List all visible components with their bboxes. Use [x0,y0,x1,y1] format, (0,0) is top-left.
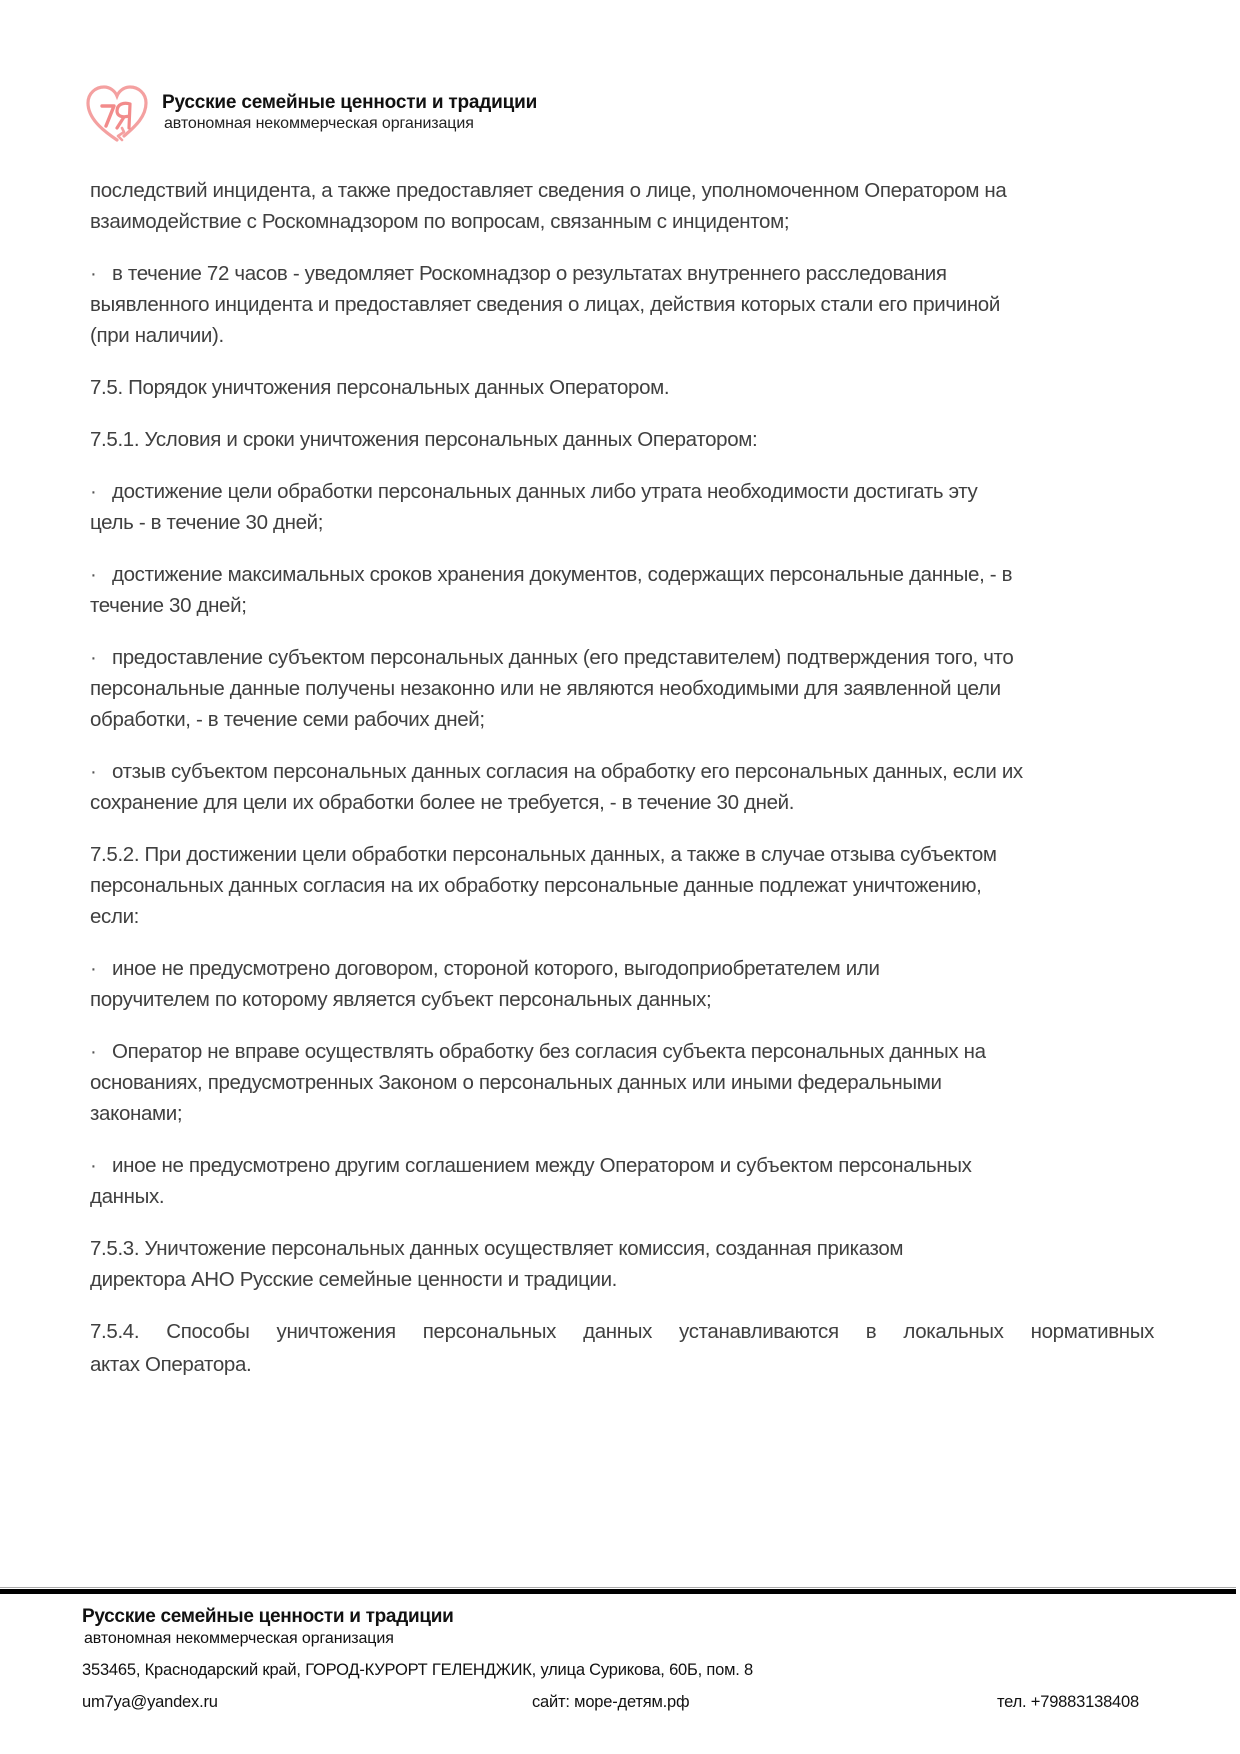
footer-contacts [82,1693,1182,1715]
section-7-5-3 [90,1233,1154,1295]
text-line: последствий инцидента, а также предоставляет сведения о лице, уполномоченном Оператором на [90,179,1007,202]
section-7-5-heading [90,372,1154,403]
footer-address: 353465, Краснодарский край, ГОРОД-КУРОРТ ГЕЛЕНДЖИК, улица Сурикова, 60Б, пом. 8 [82,1661,754,1679]
text-line: сохранение для цели их обработки более не требуется, - в течение 30 дней. [90,791,795,814]
text-line: выявленного инцидента и предоставляет сведения о лицах, действия которых стали его причиной [90,293,1000,316]
text-line: иное не предусмотрено другим соглашением между Оператором и субъектом персональных [112,1154,972,1177]
text-line: основаниях, предусмотренных Законом о персональных данных или иными федеральными [90,1071,942,1094]
bullet-72-hours [90,258,1154,351]
bullet-icon: · [90,957,97,980]
bullet-icon: · [90,480,97,503]
text-line: 7.5.1. Условия и сроки уничтожения персональных данных Оператором: [90,428,758,451]
text-line: 7.5. Порядок уничтожения персональных данных Оператором. [90,376,670,399]
text-line: персональных данных согласия на их обработку персональные данные подлежат уничтожению, [90,874,982,897]
bullet-icon: · [90,262,97,285]
footer-email: um7ya@yandex.ru [82,1693,218,1711]
section-7-5-1-heading [90,424,1154,455]
bullet-subject-confirmation [90,642,1154,735]
bullet-icon: · [90,760,97,783]
text-line: (при наличии). [90,324,224,347]
text-line: 7.5.4. Способы уничтожения персональных данных устанавливаются в локальных нормативных [90,1320,1154,1343]
section-7-5-2 [90,839,1154,932]
text-line: поручителем по которому является субъект персональных данных; [90,988,712,1011]
text-line: взаимодействие с Роскомнадзором по вопросам, связанным с инцидентом; [90,210,790,233]
text-line: данных. [90,1185,165,1208]
bullet-operator-no-right [90,1036,1154,1129]
bullet-icon: · [90,646,97,669]
document-body [90,175,1154,1382]
footer [82,1605,1182,1715]
text-line: цель - в течение 30 дней; [90,511,324,534]
bullet-icon: · [90,1040,97,1063]
bullet-icon: · [90,563,97,586]
text-line: 7.5.2. При достижении цели обработки персональных данных, а также в случае отзыва субъектом [90,843,997,866]
text-line: отзыв субъектом персональных данных согласия на обработку его персональных данных, если их [112,760,1023,783]
text-line: актах Оператора. [90,1353,252,1376]
text-line: иное не предусмотрено договором, стороной которого, выгодоприобретателем или [112,957,880,980]
text-line: Оператор не вправе осуществлять обработку без согласия субъекта персональных данных на [112,1040,986,1063]
footer-divider [0,1589,1236,1594]
text-line: если: [90,905,140,928]
text-line: 7.5.3. Уничтожение персональных данных осуществляет комиссия, созданная приказом [90,1237,904,1260]
footer-site: сайт: море-детям.рф [532,1693,690,1711]
header-org-type: автономная некоммерческая организация [164,115,474,132]
text-line: предоставление субъектом персональных данных (его представителем) подтверждения того, что [112,646,1014,669]
footer-org-name: Русские семейные ценности и традиции [82,1606,454,1627]
header-org-name: Русские семейные ценности и традиции [162,92,538,113]
section-7-5-4 [90,1316,1154,1382]
bullet-goal-reached [90,476,1154,538]
footer-org-type: автономная некоммерческая организация [84,1630,394,1647]
text-line: достижение цели обработки персональных данных либо утрата необходимости достигать эту [112,480,978,503]
footer-divider-shadow [0,1587,1236,1588]
text-line: течение 30 дней; [90,594,247,617]
bullet-consent-withdrawal [90,756,1154,818]
paragraph-incident-notice-cont [90,175,1154,237]
text-line: директора АНО Русские семейные ценности и традиции. [90,1268,618,1291]
text-line: персональные данные получены незаконно или не являются необходимыми для заявленной цели [90,677,1001,700]
heart-7ya-logo-icon [84,84,150,146]
footer-phone: тел. +79883138408 [997,1693,1139,1711]
text-line: законами; [90,1102,183,1125]
header-org-block [162,92,537,134]
bullet-other-agreement [90,1150,1154,1212]
bullet-contract-exception [90,953,1154,1015]
bullet-max-storage [90,559,1154,621]
text-line: обработки, - в течение семи рабочих дней; [90,708,485,731]
bullet-icon: · [90,1154,97,1177]
text-line: в течение 72 часов - уведомляет Роскомнадзор о результатах внутреннего расследования [112,262,947,285]
text-line: достижение максимальных сроков хранения документов, содержащих персональные данные, - в [112,563,1013,586]
